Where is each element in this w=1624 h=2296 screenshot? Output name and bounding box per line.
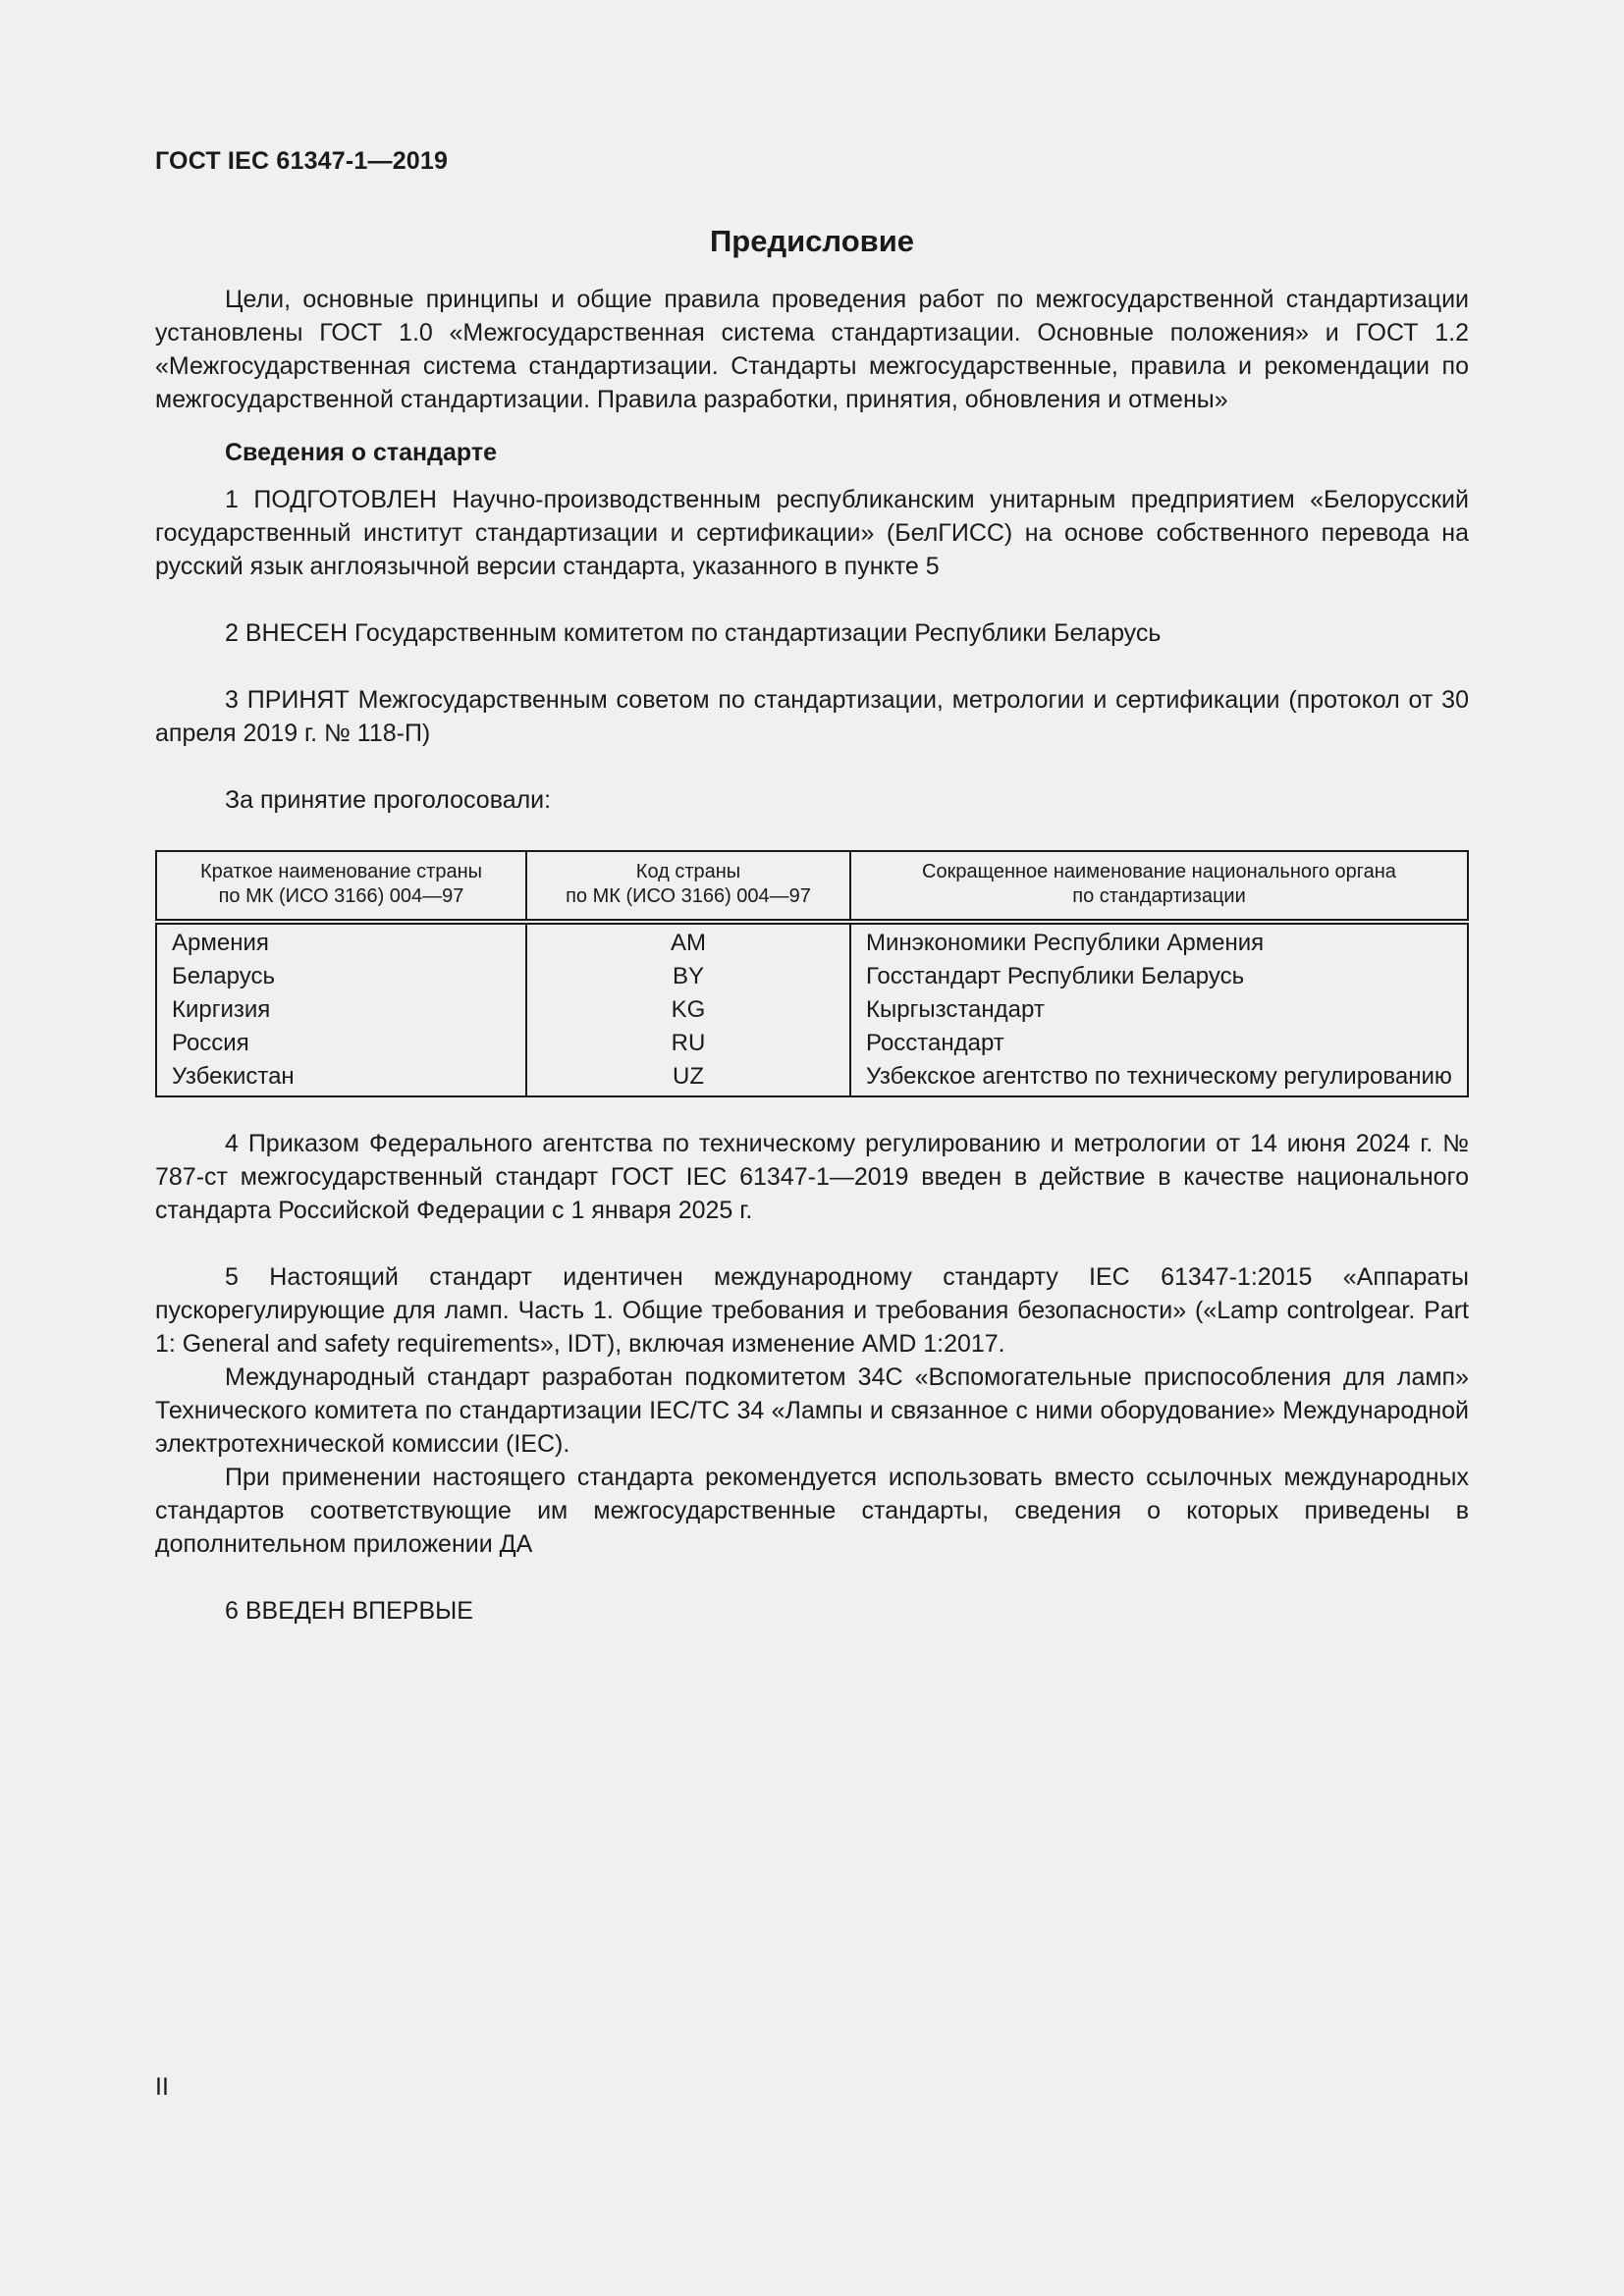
- country-name: Беларусь: [156, 960, 526, 993]
- national-body: Росстандарт: [850, 1027, 1468, 1060]
- item-2-submitted: 2 ВНЕСЕН Государственным комитетом по стандартизации Республики Беларусь: [225, 619, 1162, 647]
- document-id-header: ГОСТ IEC 61347-1—2019: [155, 147, 449, 175]
- item-6-first-introduced: 6 ВВЕДЕН ВПЕРВЫЕ: [225, 1597, 473, 1625]
- foreword-body: [155, 283, 1469, 1628]
- header-country-name: Краткое наименование страны по МК (ИСО 3166) 004—97: [156, 851, 526, 922]
- country-code: AM: [526, 922, 850, 960]
- country-name: Киргизия: [156, 993, 526, 1027]
- table-row: [156, 1060, 1468, 1096]
- national-body: Кыргызстандарт: [850, 993, 1468, 1027]
- national-body: Узбекское агентство по техническому регулированию: [850, 1060, 1468, 1096]
- country-name: Армения: [156, 922, 526, 960]
- national-body: Минэкономики Республики Армения: [850, 922, 1468, 960]
- table-row: [156, 922, 1468, 960]
- item-1-prepared: 1 ПОДГОТОВЛЕН Научно-производственным республиканским унитарным предприятием «Белорусский государственный институт стандартизации и сертификации» (БелГИСС) на основе собственного перевода на русский язык англоязычной версии стандарта, указанного в пункте 5: [155, 486, 1469, 580]
- item-5-identical: 5 Настоящий стандарт идентичен международному стандарту IEC 61347-1:2015 «Аппараты пускорегулирующие для ламп. Часть 1. Общие требования и требования безопасности» («Lamp controlgear. Part 1: General and safety requirements», IDT), включая изменение AMD 1:2017.: [155, 1263, 1469, 1358]
- voted-for-label: За принятие проголосовали:: [225, 786, 552, 814]
- section-subheading: Сведения о стандарте: [225, 439, 498, 466]
- table-header-row: [156, 851, 1468, 922]
- intro-paragraph: Цели, основные принципы и общие правила проведения работ по межгосударственной стандартизации установлены ГОСТ 1.0 «Межгосударственная система стандартизации. Основные положения» и ГОСТ 1.2 «Межгосударственная система стандартизации. Стандарты межгосударственные, правила и рекомендации по межгосударственной стандартизации. Правила разработки, принятия, обновления и отмены»: [155, 286, 1469, 413]
- voting-countries-table: [155, 850, 1469, 1097]
- country-code: KG: [526, 993, 850, 1027]
- country-code: UZ: [526, 1060, 850, 1096]
- table-row: [156, 960, 1468, 993]
- header-national-body: Сокращенное наименование национального органа по стандартизации: [850, 851, 1468, 922]
- country-code: RU: [526, 1027, 850, 1060]
- page-title: Предисловие: [709, 224, 914, 258]
- header-country-code: Код страны по МК (ИСО 3166) 004—97: [526, 851, 850, 922]
- item-5-application: При применении настоящего стандарта рекомендуется использовать вместо ссылочных международных стандартов соответствующие им межгосударственные стандарты, сведения о которых приведены в дополнительном приложении ДА: [155, 1464, 1469, 1558]
- item-3-adopted: 3 ПРИНЯТ Межгосударственным советом по стандартизации, метрологии и сертификации (протокол от 30 апреля 2019 г. № 118-П): [155, 686, 1469, 747]
- country-name: Узбекистан: [156, 1060, 526, 1096]
- country-code: BY: [526, 960, 850, 993]
- country-name: Россия: [156, 1027, 526, 1060]
- item-5-developer: Международный стандарт разработан подкомитетом 34С «Вспомогательные приспособления для ламп» Технического комитета по стандартизации IEC/TC 34 «Лампы и связанное с ними оборудование» Международной электротехнической комиссии (IEC).: [155, 1363, 1469, 1458]
- table-row: [156, 1027, 1468, 1060]
- page-number: II: [155, 2073, 169, 2101]
- table-row: [156, 993, 1468, 1027]
- national-body: Госстандарт Республики Беларусь: [850, 960, 1468, 993]
- item-4-order: 4 Приказом Федерального агентства по техническому регулированию и метрологии от 14 июня 2024 г. № 787-ст межгосударственный стандарт ГОСТ IEC 61347-1—2019 введен в действие в качестве национального стандарта Российской Федерации с 1 января 2025 г.: [155, 1130, 1469, 1224]
